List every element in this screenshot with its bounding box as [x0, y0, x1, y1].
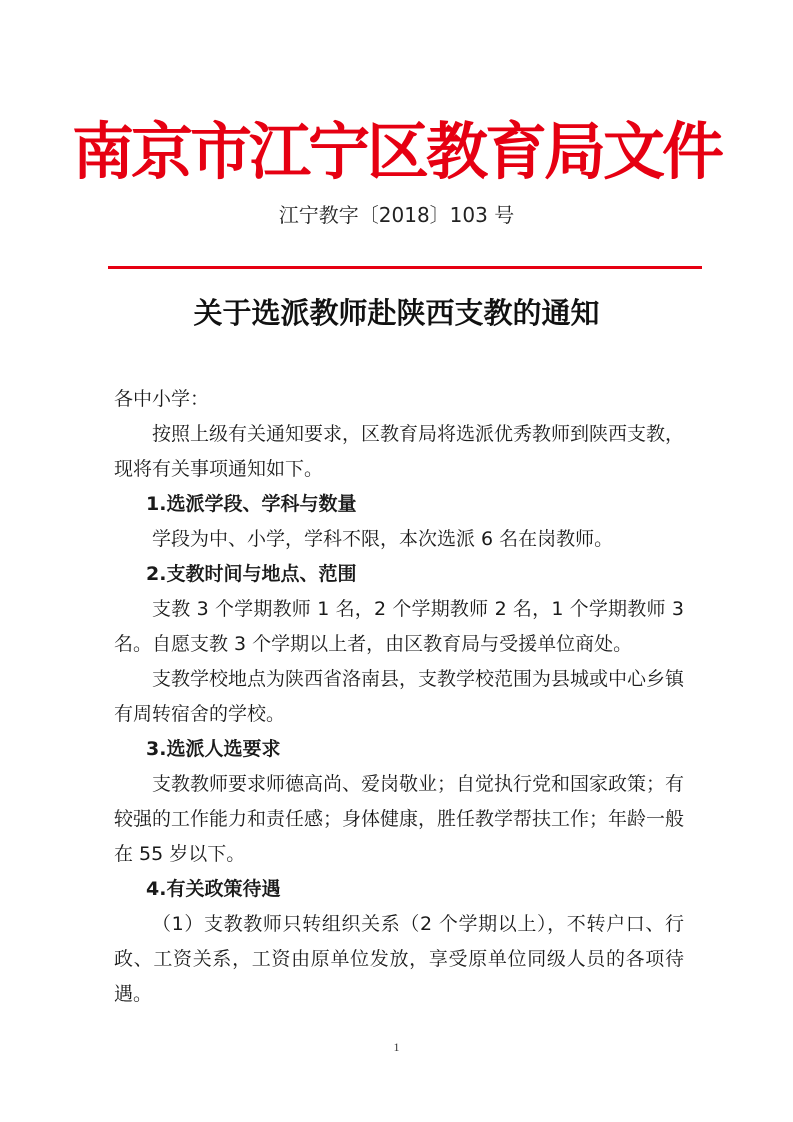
section-4-paragraph-1: （1）支教教师只转组织关系（2 个学期以上），不转户口、行政、工资关系，工资由原单位发放，享受原单位同级人员的各项待遇。	[114, 913, 684, 1005]
red-divider-line	[108, 266, 702, 269]
section-1-paragraph-1: 学段为中、小学，学科不限，本次选派 6 名在岗教师。	[152, 528, 614, 550]
document-number: 江宁教字〔2018〕103 号	[278, 203, 515, 227]
section-heading-2: 2.支教时间与地点、范围	[146, 563, 357, 585]
agency-title: 南京市江宁区教育局文件	[71, 115, 721, 188]
section-3-paragraph-1: 支教教师要求师德高尚、爱岗敬业；自觉执行党和国家政策；有较强的工作能力和责任感；身体健康，胜任教学帮扶工作；年龄一般在 55 岁以下。	[114, 773, 685, 865]
intro-paragraph: 按照上级有关通知要求，区教育局将选派优秀教师到陕西支教，现将有关事项通知如下。	[114, 423, 685, 480]
salutation: 各中小学：	[114, 388, 210, 410]
section-heading-4: 4.有关政策待遇	[146, 878, 281, 900]
section-2-paragraph-2: 支教学校地点为陕西省洛南县，支教学校范围为县城或中心乡镇有周转宿舍的学校。	[114, 668, 685, 725]
section-heading-3: 3.选派人选要求	[146, 738, 281, 760]
page-number: 1	[393, 1040, 400, 1054]
notice-title: 关于选派教师赴陕西支教的通知	[193, 296, 600, 330]
section-heading-1: 1.选派学段、学科与数量	[146, 493, 357, 515]
notice-body	[114, 382, 684, 1012]
section-2-paragraph-1: 支教 3 个学期教师 1 名，2 个学期教师 2 名，1 个学期教师 3 名。自愿支教 3 个学期以上者，由区教育局与受援单位商处。	[114, 598, 684, 655]
